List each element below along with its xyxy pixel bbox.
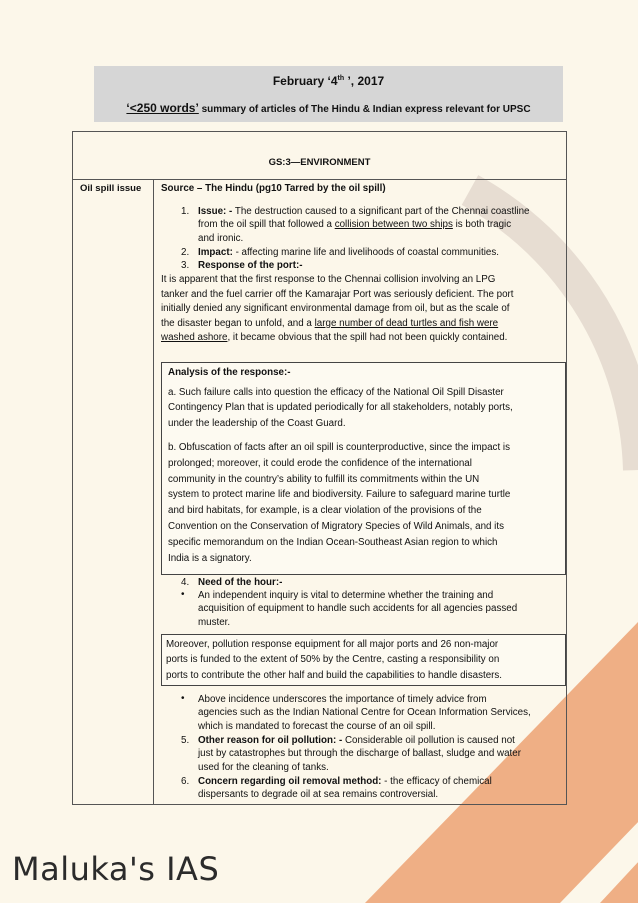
section-header-row [73, 132, 566, 180]
bullet-point: • [181, 589, 185, 600]
bullet-point: • [181, 693, 185, 704]
header-box [94, 66, 563, 122]
moreover-box [161, 634, 566, 686]
above-paragraph: Above incidence underscores the importance of timely advice from agencies such as the Indian National Centre for Ocean Information Services, which is mandated to forecast the course of an oil spill. [198, 694, 531, 732]
item-response-label: Response of the port:- [198, 260, 303, 271]
brand-logo: Maluka's IAS [12, 850, 220, 888]
source-line: Source – The Hindu (pg10 Tarred by the oil spill) [161, 183, 386, 194]
header-subtitle: ‘<250 words’ summary of articles of The Hindu & Indian express relevant for UPSC [126, 101, 531, 115]
response-paragraph: It is apparent that the first response to the Chennai collision involving an LPG tanker and the fuel carrier off the Kamarajar Port was seriously deficient. The port initially denied any significant environmental damage from oil, but as the scale of the disaster began to unfold, and a large number of dead turtles and fish were washed ashore, it became obvious that the spill had not been quickly contained. [161, 274, 514, 344]
analysis-title: Analysis of the response:- [168, 367, 291, 378]
item-number: 3. [181, 260, 190, 271]
topic-cell [73, 179, 154, 804]
content-cell [154, 179, 566, 804]
item-number: 2. [181, 247, 190, 258]
section-title: GS:3—ENVIRONMENT [268, 157, 371, 168]
analysis-point-b: b. Obfuscation of facts after an oil spill is counterproductive, since the impact is prolonged; moreover, it could erode the confidence of the international community in the country’s ability to fulfill its commitments within the UN system to protect marine life and biodiversity. Failure to safeguard marine turtle and bird habitats, for example, is a clear violation of the provisions of the Convention on the Conservation of Migratory Species of Wild Animals, and its specific memorandum on the Indian Ocean-Southeast Asian region to which India is a signatory. [168, 442, 511, 564]
need-label: Need of the hour:- [198, 577, 283, 588]
need-paragraph: An independent inquiry is vital to determine whether the training and acquisition of equipment to handle such accidents for all agencies passed muster. [198, 590, 518, 628]
analysis-box [161, 362, 566, 575]
item-number: 5. [181, 735, 190, 746]
item-other-reason: Other reason for oil pollution: - Considerable oil pollution is caused not just by catastrophes but through the discharge of ballast, sludge and water used for the cleaning of tanks. [198, 735, 521, 773]
item-number: 6. [181, 776, 190, 787]
item-number: 1. [181, 206, 190, 217]
item-issue: Issue: - The destruction caused to a significant part of the Chennai coastline from the oil spill that followed a collision between two ships is both tragic and ironic. [198, 206, 530, 244]
content-table [72, 131, 567, 805]
item-impact: Impact: - affecting marine life and livelihoods of coastal communities. [198, 247, 499, 258]
moreover-paragraph: Moreover, pollution response equipment for all major ports and 26 non-major ports is funded to the extent of 50% by the Centre, casting a responsibility on ports to contribute the other half and build the capabilities to handle disasters. [166, 639, 503, 681]
item-number: 4. [181, 577, 190, 588]
topic-label: Oil spill issue [80, 183, 142, 194]
item-removal-concern: Concern regarding oil removal method: - the efficacy of chemical dispersants to degrade oil at sea remains controversial. [198, 776, 492, 801]
analysis-point-a: a. Such failure calls into question the efficacy of the National Oil Spill Disaster Contingency Plan that is updated periodically for all stakeholders, notably ports, under the leadership of the Coast Guard. [168, 387, 513, 429]
header-date: February ‘4th ’, 2017 [272, 74, 385, 88]
